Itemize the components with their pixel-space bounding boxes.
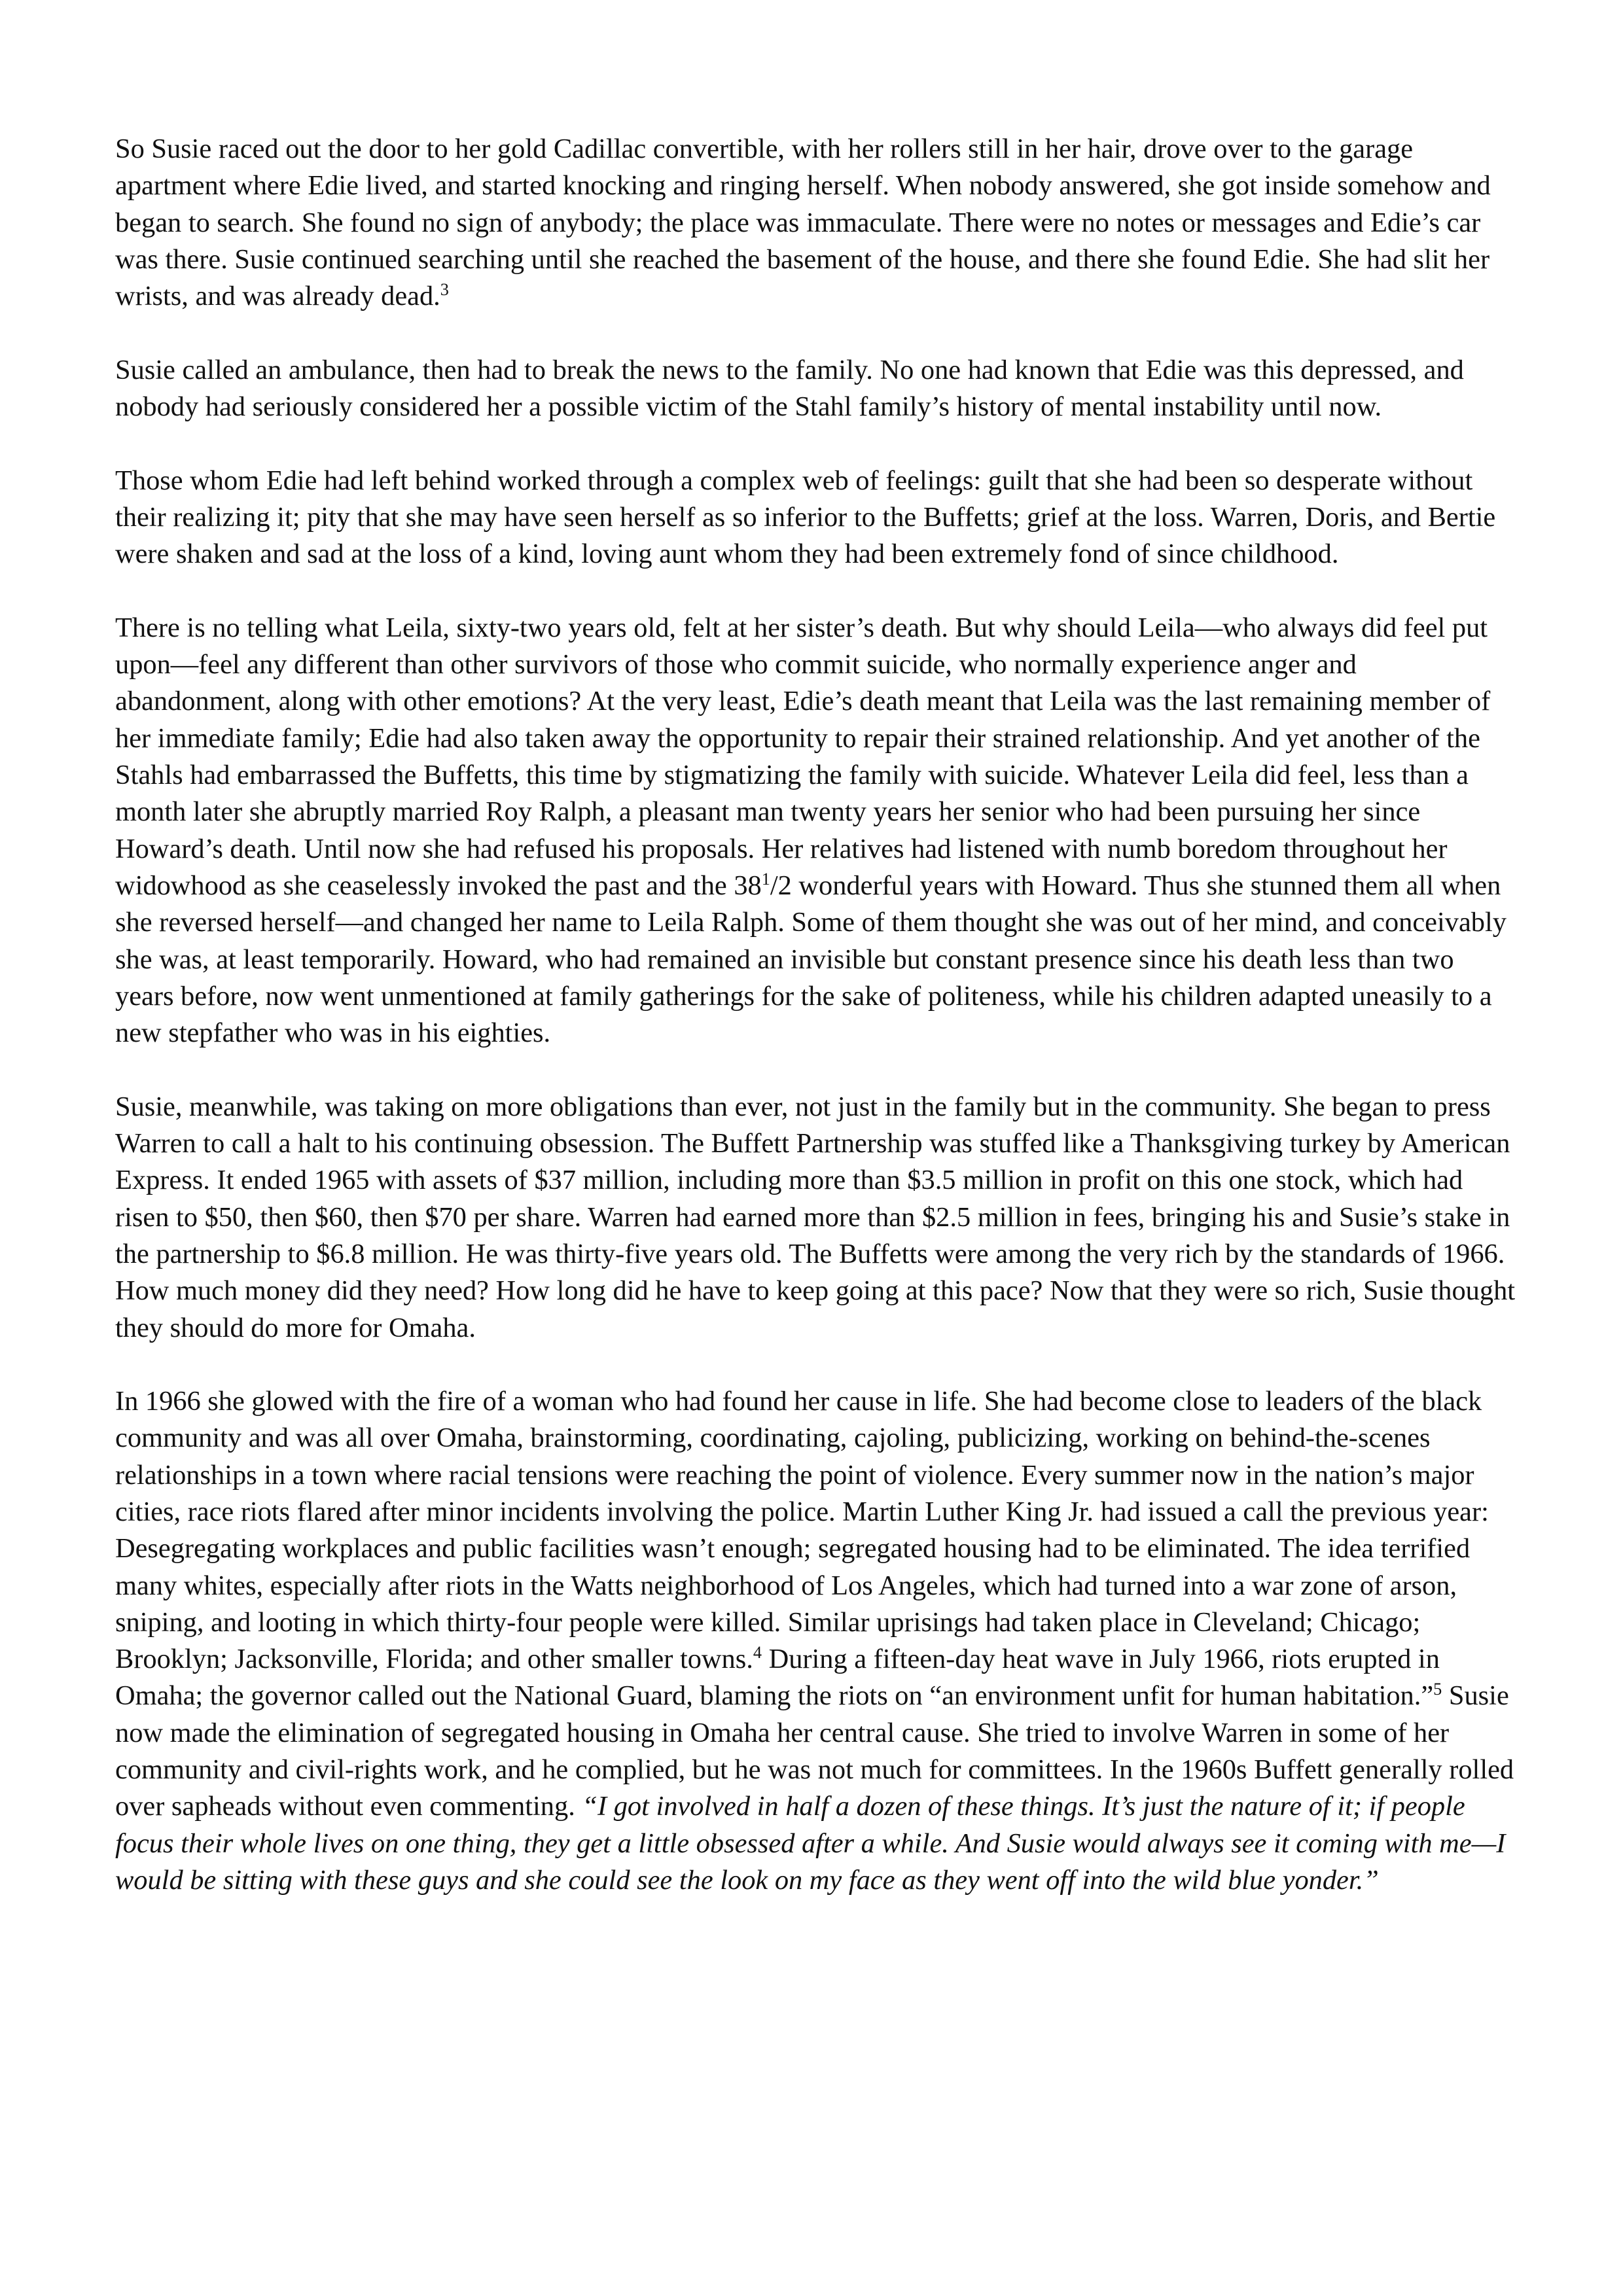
paragraph-text: Susie, meanwhile, was taking on more obligations than ever, not just in the family but in the community. She began to press Warren to call a halt to his continuing obsession. The Buffett Partnership was stuffed like a Thanksgiving turkey by American Express. It ended 1965 with assets of $37 million, including more than $3.5 million in profit on this one stock, which had risen to $50, then $60, then $70 per share. Warren had earned more than $2.5 million in fees, bringing his and Susie’s stake in the partnership to $6.8 million. He was thirty-five years old. The Buffetts were among the very rich by the standards of 1966. How much money did they need? How long did he have to keep going at this pace? Now that they were so rich, Susie thought they should do more for Omaha. [115, 1091, 1516, 1343]
paragraph-text: Susie called an ambulance, then had to break the news to the family. No one had known that Edie was this depressed, and nobody had seriously considered her a possible victim of the Stahl family’s history of mental instability until now. [115, 354, 1464, 423]
paragraph-text: There is no telling what Leila, sixty-two years old, felt at her sister’s death. But why should Leila—who always did feel put upon—feel any different than other survivors of those who commit suicide, who normally experience anger and abandonment, along with other emotions? At the very least, Edie’s death meant that Leila was the last remaining member of her immediate family; Edie had also taken away the opportunity to repair their strained relationship. And yet another of the Stahls had embarrassed the Buffetts, this time by stigmatizing the family with suicide. Whatever Leila did feel, less than a month later she abruptly married Roy Ralph, a pleasant man twenty years her senior who had been pursuing her since Howard’s death. Until now she had refused his proposals. Her relatives had listened with numb boredom throughout her widowhood as she ceaselessly invoked the past and the 38 [115, 612, 1491, 901]
paragraph-text: In 1966 she glowed with the fire of a woman who had found her cause in life. She had become close to leaders of the black community and was all over Omaha, brainstorming, coordinating, cajoling, publicizing, working on behind-the-scenes relationships in a town where racial tensions were reaching the point of violence. Every summer now in the nation’s major cities, race riots flared after minor incidents involving the police. Martin Luther King Jr. had issued a call the previous year: Desegregating workplaces and public facilities wasn’t enough; segregated housing had to be eliminated. The idea terrified many whites, especially after riots in the Watts neighborhood of Los Angeles, which had turned into a war zone of arson, sniping, and looting in which thirty-four people were killed. Similar uprisings had taken place in Cleveland; Chicago; Brooklyn; Jacksonville, Florida; and other smaller towns. [115, 1386, 1489, 1675]
footnote-marker[interactable]: 5 [1433, 1680, 1442, 1699]
paragraph-text: Those whom Edie had left behind worked through a complex web of feelings: guilt that she had been so desperate without their realizing it; pity that she may have seen herself as so inferior to the Buffetts; grief at the loss. Warren, Doris, and Bertie were shaken and sad at the loss of a kind, loving aunt whom they had been extremely fond of since childhood. [115, 465, 1496, 570]
paragraph-text: During a fifteen-day heat wave in July 1966, riots erupted in Omaha; the governor called out the National Guard, blaming the riots on “an environment unfit for human habitation.” [115, 1644, 1440, 1712]
paragraph-4 [115, 610, 1516, 1052]
paragraph-text: /2 wonderful years with Howard. Thus she stunned them all when she reversed herself—and changed her name to Leila Ralph. Some of them thought she was out of her mind, and conceivably she was, at least temporarily. Howard, who had remained an invisible but constant presence since his death less than two years before, now went unmentioned at family gatherings for the sake of politeness, while his children adapted uneasily to a new stepfather who was in his eighties. [115, 870, 1507, 1049]
paragraph-3 [115, 463, 1516, 573]
footnote-marker[interactable]: 3 [440, 280, 449, 300]
fraction-numerator: 1 [761, 869, 770, 889]
paragraph-5 [115, 1089, 1516, 1347]
paragraph-1 [115, 131, 1516, 315]
paragraph-text: Susie now made the elimination of segregated housing in Omaha her central cause. She tried to involve Warren in some of her community and civil-rights work, and he complied, but he was not much for committees. In the 1960s Buffett generally rolled over sapheads without even commenting. [115, 1680, 1514, 1822]
footnote-marker[interactable]: 4 [753, 1643, 762, 1663]
paragraph-6 [115, 1383, 1516, 1899]
paragraph-text: So Susie raced out the door to her gold Cadillac convertible, with her rollers still in her hair, drove over to the garage apartment where Edie lived, and started knocking and ringing herself. When nobody answered, she got inside somehow and began to search. She found no sign of anybody; the place was immaculate. There were no notes or messages and Edie’s car was there. Susie continued searching until she reached the basement of the house, and there she found Edie. She had slit her wrists, and was already dead. [115, 133, 1491, 312]
italic-quote: “I got involved in half a dozen of these things. It’s just the nature of it; if people focus their whole lives on one thing, they get a little obsessed after a while. And Susie would always see it coming with me—I would be sitting with these guys and she could see the look on my face as they went off into the wild blue yonder.” [115, 1791, 1506, 1896]
paragraph-2 [115, 352, 1516, 426]
document-page [115, 131, 1516, 1899]
